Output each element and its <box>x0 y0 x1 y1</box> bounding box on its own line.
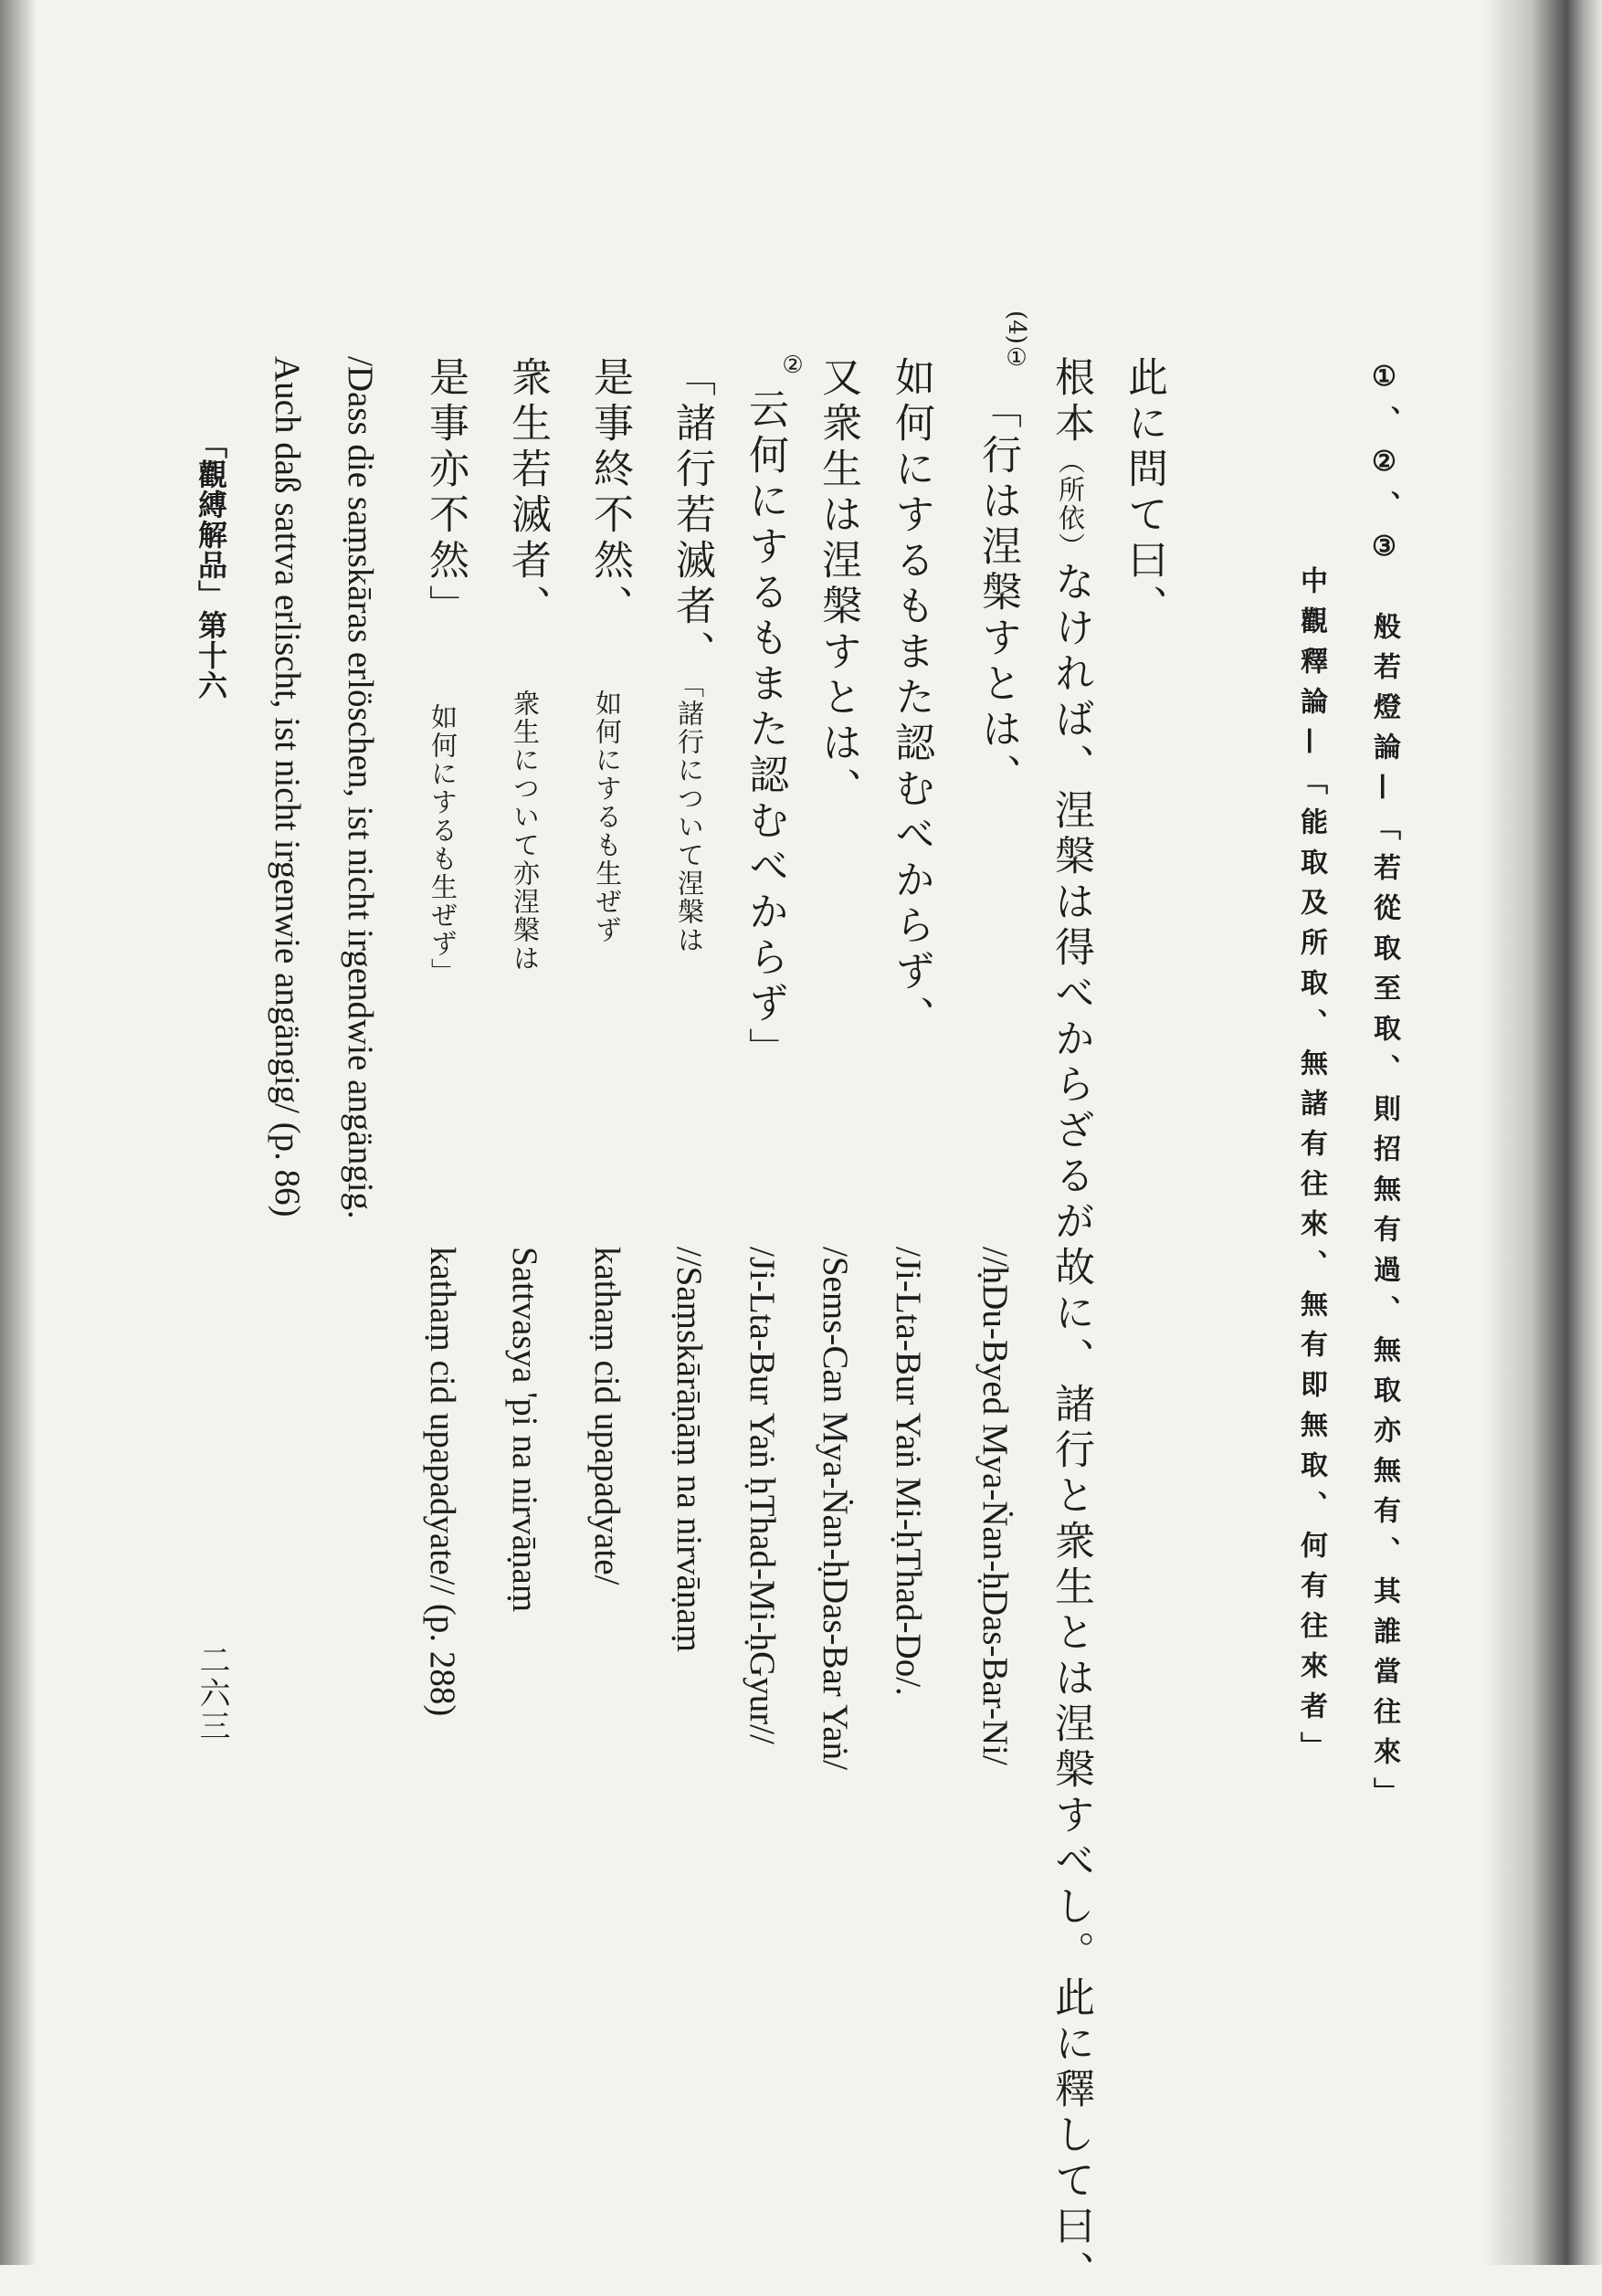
line-3-tibetan <box>977 1247 1013 1765</box>
sanskrit-1: //Saṃskārāṇāṃ na nirvāṇaṃ <box>669 1247 709 1653</box>
note-1-source: 般若燈論 <box>1368 612 1400 773</box>
line-4-tibetan <box>891 1247 926 1696</box>
line-3-jp: 「行は涅槃すとは、 <box>975 388 1021 799</box>
sanskrit-2: kathaṃ cid upapadyate/ <box>587 1247 627 1585</box>
verse-1-chinese: 「諸行若滅者、 <box>669 356 715 676</box>
verse-3-chinese: 衆生若滅者、 <box>504 356 551 630</box>
line-2-root: 根本 <box>1048 356 1094 448</box>
line-3-marks <box>1005 311 1028 372</box>
line-10-sanskrit <box>425 1247 460 1716</box>
line-10 <box>422 356 469 630</box>
line-2 <box>1048 356 1094 2296</box>
line-12 <box>269 356 305 1217</box>
binding-shadow <box>1483 0 1602 2265</box>
note-2-text: 「能取及所取、無諸有往來、無有即無取、何有往來者」 <box>1295 767 1327 1772</box>
note-1-text: 「若從取至取、則招無有過、無取亦無有、其誰當往來」 <box>1368 813 1400 1817</box>
line-11 <box>343 356 378 1219</box>
verse-1-jp: 「諸行について涅槃は <box>674 671 705 954</box>
line-7 <box>669 356 715 676</box>
chapter-title: 「觀縛解品」第十六 <box>194 429 228 700</box>
verse-4-chinese: 是事亦不然」 <box>422 356 469 630</box>
running-footer <box>196 429 226 700</box>
verse-3-jp: 衆生について亦涅槃は <box>510 690 541 973</box>
line-10-gloss <box>429 703 456 986</box>
line-8-gloss <box>592 690 623 944</box>
line-7-sanskrit <box>671 1247 707 1652</box>
line-6 <box>742 388 788 1073</box>
page-number <box>194 1644 230 1743</box>
line-6-tibetan <box>744 1247 780 1744</box>
tibetan-4: /Ji-Lta-Bur Yaṅ ḥThad-Mi-ḥGyur// <box>743 1247 782 1744</box>
tibetan-1: //ḥDu-Byed Mya-Ṅan-ḥDas-Bar-Ni/ <box>975 1247 1015 1765</box>
line-5-jp: 又衆生は涅槃すとは、 <box>815 356 861 813</box>
line-8-sanskrit <box>589 1247 625 1585</box>
note-2: 中觀釋論—「能取及所取、無諸有往來、無有即無取、何有往來者」 <box>1295 566 1327 1772</box>
note-1-marks: ①、②、③ <box>1368 361 1400 575</box>
sanskrit-3: Sattvasya 'pi na nirvāṇaṃ <box>505 1247 544 1613</box>
question-line: 此に問て曰、 <box>1121 356 1167 630</box>
verse-2-jp: 如何にするも生ぜず <box>592 690 623 944</box>
tibetan-2: /Ji-Lta-Bur Yaṅ Mi-ḥThad-Do/. <box>889 1247 928 1696</box>
line-4-jp: 如何にするもまた認むべからず、 <box>888 356 934 1041</box>
line-2-text-end: 諸行と衆生とは涅槃すべし。此に釋して曰、 <box>1048 1383 1094 2296</box>
tibetan-3: /Sems-Can Mya-Ṅan-ḥDas-Bar Yaṅ/ <box>816 1247 855 1771</box>
verse-2-chinese: 是事終不然、 <box>586 356 633 630</box>
line-4 <box>888 356 934 1041</box>
page-number-text: 二六三 <box>194 1644 230 1743</box>
sanskrit-4: kathaṃ cid upapadyate// (p. 288) <box>423 1247 462 1717</box>
verse-4-jp: 如何にするも生ぜず」 <box>427 703 458 986</box>
line-1 <box>1121 356 1167 630</box>
line-9 <box>504 356 551 630</box>
page-edge-shadow-left <box>0 0 37 2265</box>
note-1: ①、②、③般若燈論—「若從取至取、則招無有過、無取亦無有、其誰當往來」 <box>1368 361 1400 1817</box>
line-6-jp: 云何にするもまた認むべからず」 <box>742 388 788 1073</box>
line-9-gloss <box>510 690 541 973</box>
line-2-gloss: （所依） <box>1055 448 1086 561</box>
line-3 <box>975 388 1021 799</box>
footnote-mark-2: ② <box>779 352 806 379</box>
line-6-mark <box>781 352 805 379</box>
line-2-text: なければ、涅槃は得べからざるが故に、 <box>1048 561 1094 1383</box>
line-5 <box>815 356 861 813</box>
note-2-source: 中觀釋論 <box>1295 566 1327 727</box>
footnote-mark-4-1: (4)① <box>1003 311 1030 372</box>
line-5-tibetan <box>817 1247 853 1770</box>
line-7-gloss <box>674 671 705 954</box>
german-2: Auch daß sattva erlischt, ist nicht irgenwie angängig/ (p. 86) <box>268 356 307 1217</box>
german-1: /Dass die saṃskāras erlöschen, ist nicht irgendwie angängig. <box>341 356 380 1219</box>
line-9-sanskrit <box>507 1247 543 1612</box>
line-8 <box>586 356 633 630</box>
